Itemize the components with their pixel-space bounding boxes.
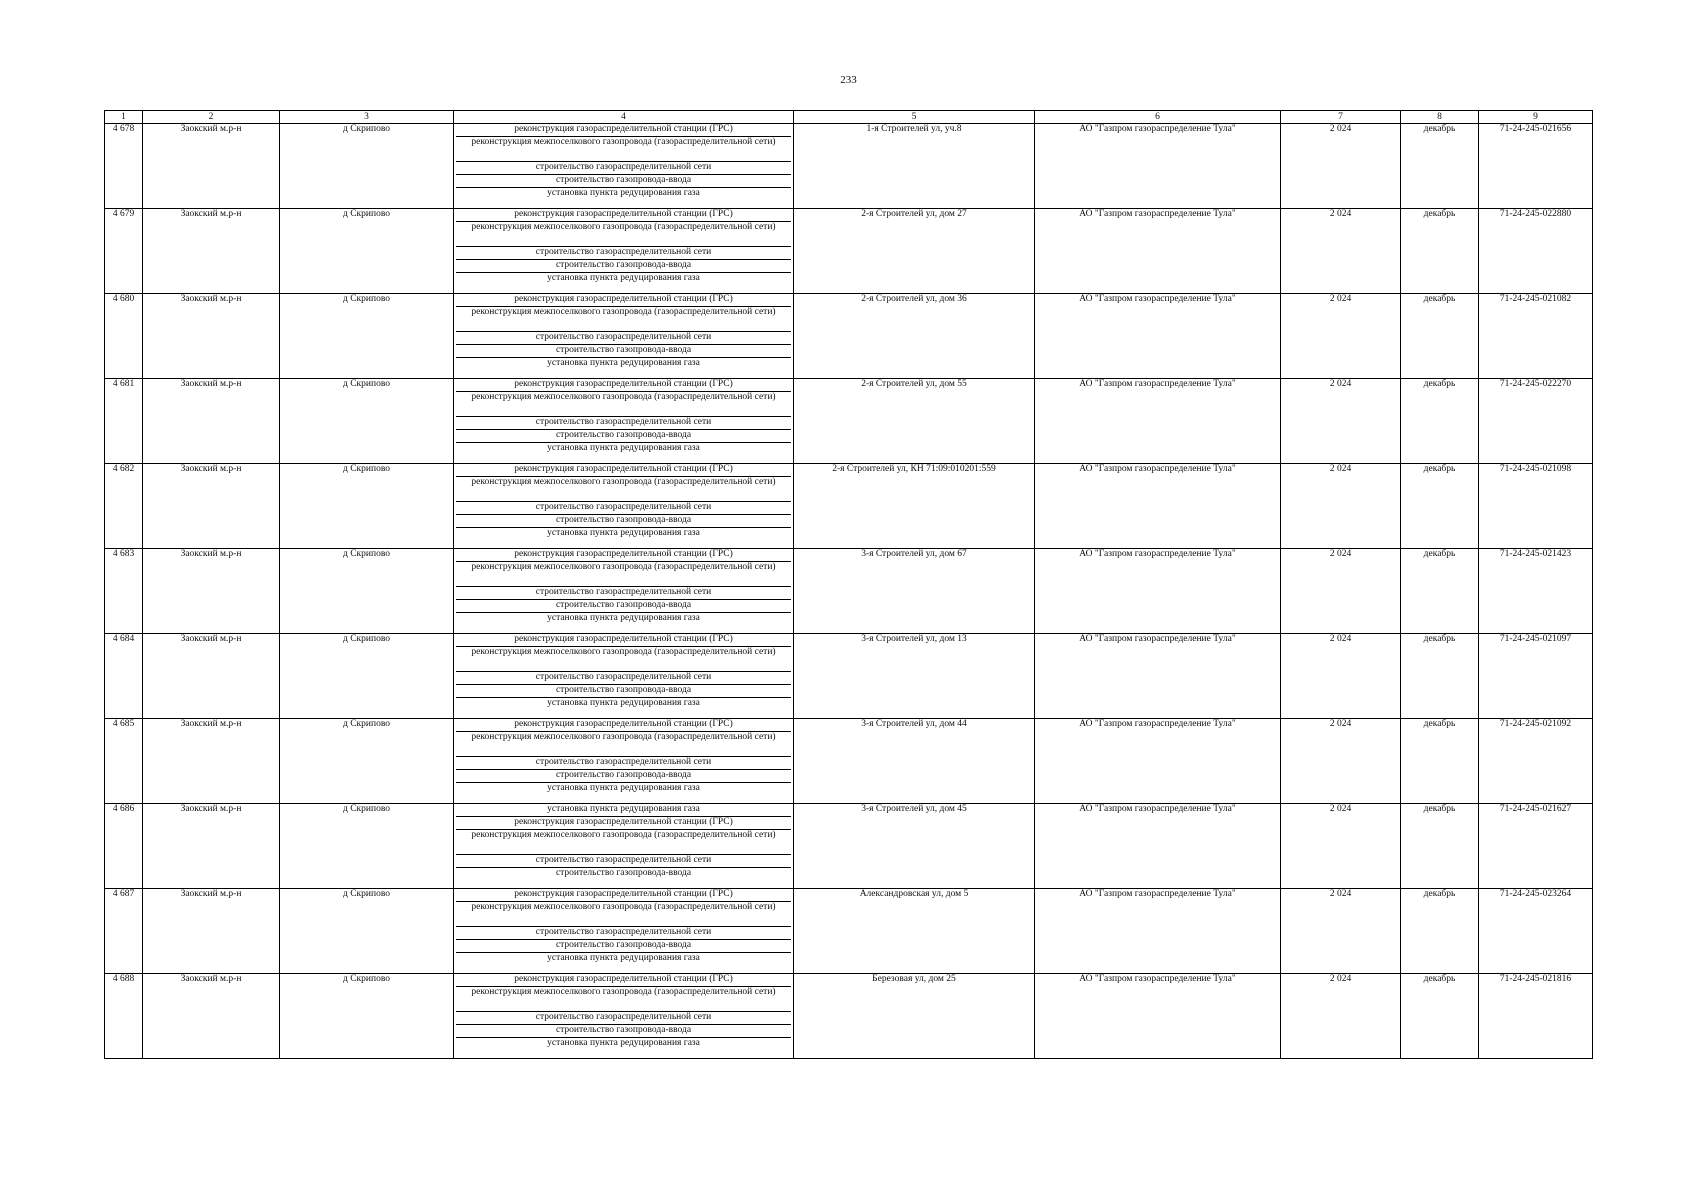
- work-item: строительство газопровода-ввода: [456, 685, 791, 698]
- district-cell: Заокский м.р-н: [143, 634, 280, 719]
- work-item: строительство газораспределительной сети: [456, 855, 791, 868]
- organization-cell: АО "Газпром газораспределение Тула": [1035, 124, 1281, 209]
- year-cell: 2 024: [1281, 719, 1401, 804]
- column-header: 1: [105, 111, 143, 124]
- year-cell: 2 024: [1281, 974, 1401, 1059]
- organization-cell: АО "Газпром газораспределение Тула": [1035, 209, 1281, 294]
- work-item: реконструкция газораспределительной станции (ГРС): [456, 124, 791, 137]
- work-item: реконструкция межпоселкового газопровода (газораспределительной сети): [456, 902, 791, 927]
- work-item: реконструкция газораспределительной станции (ГРС): [456, 634, 791, 647]
- work-item: реконструкция газораспределительной станции (ГРС): [456, 549, 791, 562]
- work-item: реконструкция межпоселкового газопровода (газораспределительной сети): [456, 477, 791, 502]
- code-cell: 71-24-245-022880: [1479, 209, 1593, 294]
- year-cell: 2 024: [1281, 804, 1401, 889]
- work-item: установка пункта редуцирования газа: [547, 443, 700, 453]
- column-header: 4: [454, 111, 794, 124]
- settlement-cell: д Скрипово: [280, 889, 454, 974]
- organization-cell: АО "Газпром газораспределение Тула": [1035, 464, 1281, 549]
- works-cell: [454, 719, 794, 804]
- month-cell: декабрь: [1401, 804, 1479, 889]
- row-number-cell: 4 681: [105, 379, 143, 464]
- work-item: реконструкция газораспределительной станции (ГРС): [456, 464, 791, 477]
- district-cell: Заокский м.р-н: [143, 209, 280, 294]
- month-cell: декабрь: [1401, 124, 1479, 209]
- header-row: [105, 111, 1593, 124]
- work-item: установка пункта редуцирования газа: [547, 273, 700, 283]
- row-number-cell: 4 685: [105, 719, 143, 804]
- code-cell: 71-24-245-023264: [1479, 889, 1593, 974]
- table-body: [105, 124, 1593, 1059]
- organization-cell: АО "Газпром газораспределение Тула": [1035, 634, 1281, 719]
- work-item: реконструкция газораспределительной станции (ГРС): [456, 379, 791, 392]
- work-item: строительство газораспределительной сети: [456, 162, 791, 175]
- work-item: реконструкция газораспределительной станции (ГРС): [456, 209, 791, 222]
- month-cell: декабрь: [1401, 379, 1479, 464]
- row-number-cell: 4 687: [105, 889, 143, 974]
- table-row: [105, 464, 1593, 549]
- code-cell: 71-24-245-021423: [1479, 549, 1593, 634]
- column-header: 8: [1401, 111, 1479, 124]
- work-item: строительство газораспределительной сети: [456, 417, 791, 430]
- district-cell: Заокский м.р-н: [143, 464, 280, 549]
- work-item: установка пункта редуцирования газа: [547, 358, 700, 368]
- works-cell: [454, 294, 794, 379]
- settlement-cell: д Скрипово: [280, 379, 454, 464]
- settlement-cell: д Скрипово: [280, 549, 454, 634]
- work-item: установка пункта редуцирования газа: [547, 953, 700, 963]
- district-cell: Заокский м.р-н: [143, 549, 280, 634]
- work-item: строительство газораспределительной сети: [456, 927, 791, 940]
- work-item: строительство газораспределительной сети: [456, 587, 791, 600]
- work-item: строительство газораспределительной сети: [456, 502, 791, 515]
- code-cell: 71-24-245-021082: [1479, 294, 1593, 379]
- address-cell: 1-я Строителей ул, уч.8: [794, 124, 1035, 209]
- work-item: установка пункта редуцирования газа: [547, 698, 700, 708]
- settlement-cell: д Скрипово: [280, 294, 454, 379]
- settlement-cell: д Скрипово: [280, 124, 454, 209]
- table-row: [105, 804, 1593, 889]
- table-row: [105, 889, 1593, 974]
- year-cell: 2 024: [1281, 634, 1401, 719]
- table-row: [105, 974, 1593, 1059]
- table-row: [105, 719, 1593, 804]
- column-header: 9: [1479, 111, 1593, 124]
- settlement-cell: д Скрипово: [280, 209, 454, 294]
- row-number-cell: 4 678: [105, 124, 143, 209]
- work-item: реконструкция межпоселкового газопровода (газораспределительной сети): [456, 392, 791, 417]
- works-cell: [454, 804, 794, 889]
- organization-cell: АО "Газпром газораспределение Тула": [1035, 889, 1281, 974]
- organization-cell: АО "Газпром газораспределение Тула": [1035, 974, 1281, 1059]
- month-cell: декабрь: [1401, 464, 1479, 549]
- work-item: реконструкция газораспределительной станции (ГРС): [456, 889, 791, 902]
- works-cell: [454, 549, 794, 634]
- work-item: реконструкция межпоселкового газопровода (газораспределительной сети): [456, 137, 791, 162]
- work-item: строительство газопровода-ввода: [456, 600, 791, 613]
- year-cell: 2 024: [1281, 209, 1401, 294]
- year-cell: 2 024: [1281, 889, 1401, 974]
- month-cell: декабрь: [1401, 634, 1479, 719]
- column-header: 5: [794, 111, 1035, 124]
- column-header: 2: [143, 111, 280, 124]
- address-cell: 2-я Строителей ул, КН 71:09:010201:559: [794, 464, 1035, 549]
- address-cell: 2-я Строителей ул, дом 55: [794, 379, 1035, 464]
- code-cell: 71-24-245-021098: [1479, 464, 1593, 549]
- column-header: 6: [1035, 111, 1281, 124]
- row-number-cell: 4 683: [105, 549, 143, 634]
- code-cell: 71-24-245-022270: [1479, 379, 1593, 464]
- work-item: установка пункта редуцирования газа: [456, 804, 791, 817]
- table-row: [105, 634, 1593, 719]
- month-cell: декабрь: [1401, 719, 1479, 804]
- work-item: установка пункта редуцирования газа: [547, 783, 700, 793]
- address-cell: Березовая ул, дом 25: [794, 974, 1035, 1059]
- year-cell: 2 024: [1281, 549, 1401, 634]
- district-cell: Заокский м.р-н: [143, 889, 280, 974]
- code-cell: 71-24-245-021816: [1479, 974, 1593, 1059]
- address-cell: 3-я Строителей ул, дом 13: [794, 634, 1035, 719]
- work-item: реконструкция межпоселкового газопровода (газораспределительной сети): [456, 562, 791, 587]
- work-item: установка пункта редуцирования газа: [547, 613, 700, 623]
- work-item: строительство газопровода-ввода: [456, 1025, 791, 1038]
- works-cell: [454, 209, 794, 294]
- address-cell: 3-я Строителей ул, дом 45: [794, 804, 1035, 889]
- column-header: 3: [280, 111, 454, 124]
- column-header: 7: [1281, 111, 1401, 124]
- page-number: 233: [840, 74, 857, 86]
- year-cell: 2 024: [1281, 464, 1401, 549]
- address-cell: Александровская ул, дом 5: [794, 889, 1035, 974]
- organization-cell: АО "Газпром газораспределение Тула": [1035, 804, 1281, 889]
- works-cell: [454, 634, 794, 719]
- code-cell: 71-24-245-021627: [1479, 804, 1593, 889]
- work-item: реконструкция межпоселкового газопровода (газораспределительной сети): [456, 830, 791, 855]
- row-number-cell: 4 684: [105, 634, 143, 719]
- work-item: реконструкция газораспределительной станции (ГРС): [456, 974, 791, 987]
- work-item: строительство газораспределительной сети: [456, 672, 791, 685]
- code-cell: 71-24-245-021097: [1479, 634, 1593, 719]
- work-item: строительство газопровода-ввода: [456, 260, 791, 273]
- works-cell: [454, 379, 794, 464]
- organization-cell: АО "Газпром газораспределение Тула": [1035, 379, 1281, 464]
- row-number-cell: 4 686: [105, 804, 143, 889]
- settlement-cell: д Скрипово: [280, 719, 454, 804]
- organization-cell: АО "Газпром газораспределение Тула": [1035, 719, 1281, 804]
- table-row: [105, 124, 1593, 209]
- address-cell: 2-я Строителей ул, дом 36: [794, 294, 1035, 379]
- month-cell: декабрь: [1401, 294, 1479, 379]
- work-item: строительство газораспределительной сети: [456, 332, 791, 345]
- district-cell: Заокский м.р-н: [143, 974, 280, 1059]
- work-item: строительство газораспределительной сети: [456, 1012, 791, 1025]
- work-item: реконструкция межпоселкового газопровода (газораспределительной сети): [456, 222, 791, 247]
- settlement-cell: д Скрипово: [280, 464, 454, 549]
- month-cell: декабрь: [1401, 974, 1479, 1059]
- work-item: строительство газораспределительной сети: [456, 757, 791, 770]
- settlement-cell: д Скрипово: [280, 974, 454, 1059]
- work-item: строительство газораспределительной сети: [456, 247, 791, 260]
- work-item: строительство газопровода-ввода: [555, 868, 692, 878]
- works-cell: [454, 464, 794, 549]
- work-item: реконструкция газораспределительной станции (ГРС): [456, 294, 791, 307]
- month-cell: декабрь: [1401, 889, 1479, 974]
- work-item: строительство газопровода-ввода: [456, 515, 791, 528]
- work-item: строительство газопровода-ввода: [456, 940, 791, 953]
- address-cell: 3-я Строителей ул, дом 44: [794, 719, 1035, 804]
- work-item: реконструкция газораспределительной станции (ГРС): [456, 817, 791, 830]
- work-item: строительство газопровода-ввода: [456, 430, 791, 443]
- gasification-table: [104, 110, 1593, 1059]
- district-cell: Заокский м.р-н: [143, 124, 280, 209]
- address-cell: 3-я Строителей ул, дом 67: [794, 549, 1035, 634]
- work-item: реконструкция межпоселкового газопровода (газораспределительной сети): [456, 647, 791, 672]
- district-cell: Заокский м.р-н: [143, 379, 280, 464]
- works-cell: [454, 124, 794, 209]
- district-cell: Заокский м.р-н: [143, 804, 280, 889]
- works-cell: [454, 974, 794, 1059]
- organization-cell: АО "Газпром газораспределение Тула": [1035, 294, 1281, 379]
- year-cell: 2 024: [1281, 379, 1401, 464]
- row-number-cell: 4 680: [105, 294, 143, 379]
- table-row: [105, 549, 1593, 634]
- work-item: реконструкция межпоселкового газопровода (газораспределительной сети): [456, 732, 791, 757]
- work-item: строительство газопровода-ввода: [456, 345, 791, 358]
- table-row: [105, 294, 1593, 379]
- month-cell: декабрь: [1401, 549, 1479, 634]
- district-cell: Заокский м.р-н: [143, 294, 280, 379]
- work-item: строительство газопровода-ввода: [456, 770, 791, 783]
- year-cell: 2 024: [1281, 124, 1401, 209]
- organization-cell: АО "Газпром газораспределение Тула": [1035, 549, 1281, 634]
- work-item: реконструкция межпоселкового газопровода (газораспределительной сети): [456, 987, 791, 1012]
- work-item: установка пункта редуцирования газа: [547, 1038, 700, 1048]
- district-cell: Заокский м.р-н: [143, 719, 280, 804]
- work-item: строительство газопровода-ввода: [456, 175, 791, 188]
- year-cell: 2 024: [1281, 294, 1401, 379]
- month-cell: декабрь: [1401, 209, 1479, 294]
- settlement-cell: д Скрипово: [280, 804, 454, 889]
- settlement-cell: д Скрипово: [280, 634, 454, 719]
- work-item: установка пункта редуцирования газа: [547, 528, 700, 538]
- work-item: реконструкция газораспределительной станции (ГРС): [456, 719, 791, 732]
- row-number-cell: 4 688: [105, 974, 143, 1059]
- code-cell: 71-24-245-021656: [1479, 124, 1593, 209]
- table-row: [105, 379, 1593, 464]
- work-item: установка пункта редуцирования газа: [547, 188, 700, 198]
- code-cell: 71-24-245-021092: [1479, 719, 1593, 804]
- row-number-cell: 4 682: [105, 464, 143, 549]
- work-item: реконструкция межпоселкового газопровода (газораспределительной сети): [456, 307, 791, 332]
- address-cell: 2-я Строителей ул, дом 27: [794, 209, 1035, 294]
- row-number-cell: 4 679: [105, 209, 143, 294]
- table-row: [105, 209, 1593, 294]
- works-cell: [454, 889, 794, 974]
